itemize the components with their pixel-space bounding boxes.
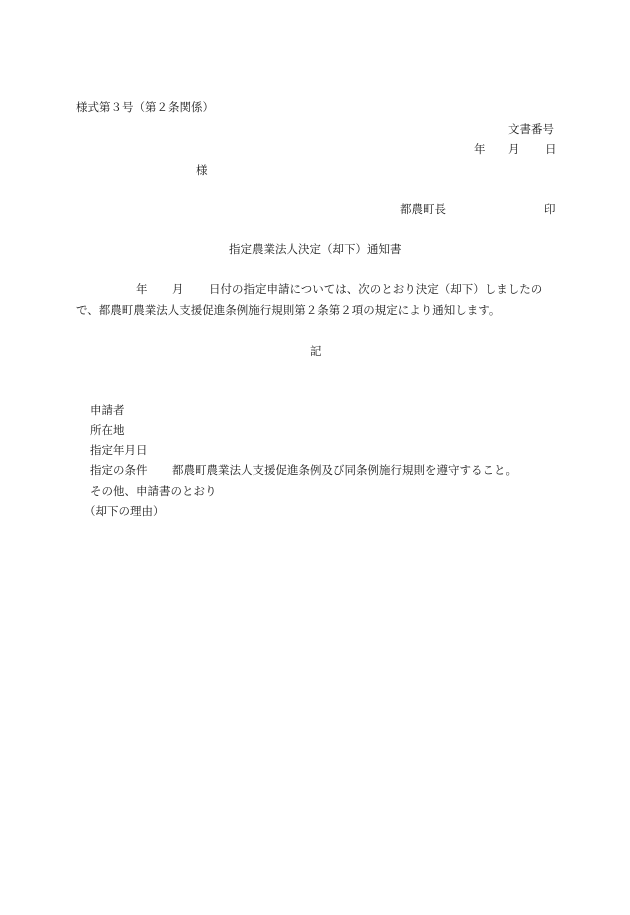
document-number-label: 文書番号 bbox=[508, 122, 554, 136]
sender-title: 都農町長 bbox=[400, 202, 446, 216]
form-number-label: 様式第３号（第２条関係） bbox=[76, 100, 214, 114]
body-line2-text: で、都農町農業法人支援促進条例施行規則第２条第２項の規定により通知します。 bbox=[76, 303, 501, 317]
rejection-reason-label: （却下の理由） bbox=[84, 504, 165, 518]
addressee-honorific: 様 bbox=[196, 163, 208, 177]
body-month-label: 月 bbox=[172, 282, 184, 296]
designation-date-label: 指定年月日 bbox=[90, 443, 148, 457]
date-day-label: 日 bbox=[545, 142, 557, 156]
condition-label: 指定の条件 bbox=[90, 463, 148, 477]
document-title: 指定農業法人決定（却下）通知書 bbox=[229, 242, 402, 256]
applicant-label: 申請者 bbox=[90, 403, 125, 417]
condition-text: 都農町農業法人支援促進条例及び同条例施行規則を遵守すること。 bbox=[172, 463, 517, 477]
location-label: 所在地 bbox=[90, 423, 125, 437]
other-label: その他、申請書のとおり bbox=[90, 484, 217, 498]
record-mark: 記 bbox=[310, 344, 322, 358]
date-year-label: 年 bbox=[474, 142, 486, 156]
body-year-label: 年 bbox=[136, 282, 148, 296]
body-line1-text: 日付の指定申請については、次のとおり決定（却下）しましたの bbox=[209, 282, 543, 296]
date-month-label: 月 bbox=[508, 142, 520, 156]
seal-mark: 印 bbox=[544, 202, 556, 216]
